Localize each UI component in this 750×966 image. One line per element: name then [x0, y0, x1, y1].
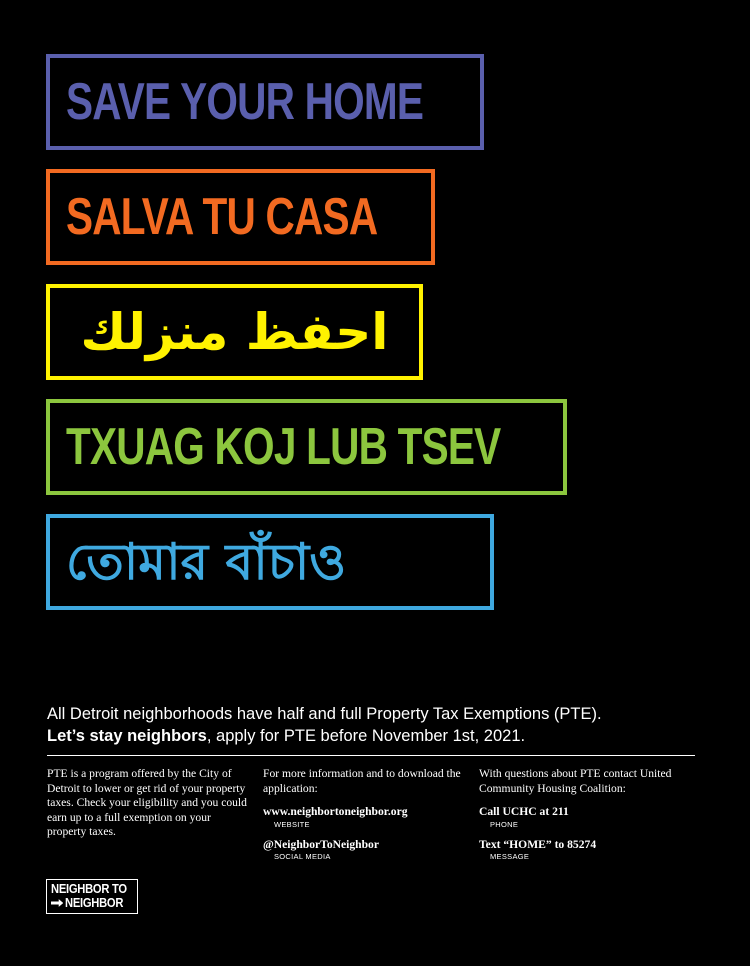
- message-caption: MESSAGE: [490, 852, 530, 861]
- headline-arabic-text: احفظ منزلك: [80, 303, 389, 361]
- headline-spanish-text: SALVA TU CASA: [66, 188, 378, 246]
- intro-text: [47, 703, 707, 747]
- headline-arabic: [46, 284, 423, 380]
- website-caption: WEBSITE: [274, 819, 310, 829]
- intro-line-1: All Detroit neighborhoods have half and full Property Tax Exemptions (PTE).: [47, 705, 602, 723]
- info-column-contact: [479, 767, 709, 861]
- program-description: PTE is a program offered by the City of Detroit to lower or get rid of your property taxes. Check your eligibility and you could earn up to a full exemption on your property taxes.: [47, 767, 247, 838]
- headline-english-text: SAVE YOUR HOME: [66, 73, 424, 131]
- neighbor-to-neighbor-logo: [46, 879, 138, 914]
- website-link[interactable]: www.neighbortoneighbor.org: [263, 805, 408, 818]
- more-info-intro: For more information and to download the application:: [263, 767, 461, 795]
- intro-line-2-rest: , apply for PTE before November 1st, 2021.: [206, 727, 526, 745]
- headline-english: [46, 54, 484, 150]
- headline-hmong-text: TXUAG KOJ LUB TSEV: [66, 418, 501, 476]
- contact-intro: With questions about PTE contact United Community Housing Coalition:: [479, 767, 672, 795]
- social-handle[interactable]: @NeighborToNeighbor: [263, 837, 379, 851]
- info-column-program: [47, 767, 247, 840]
- headline-bengali: [46, 514, 494, 610]
- phone-contact: Call UCHC at 211: [479, 805, 569, 818]
- headline-bengali-text: তোমার বাঁচাও: [66, 533, 347, 591]
- headline-hmong: [46, 399, 567, 495]
- headline-spanish: [46, 169, 435, 265]
- text-message-contact: Text “HOME” to 85274: [479, 837, 597, 851]
- social-caption: SOCIAL MEDIA: [274, 852, 331, 861]
- arrow-right-icon: [51, 898, 63, 908]
- intro-line-2: [47, 725, 707, 747]
- logo-line-1: NEIGHBOR TO: [51, 881, 127, 896]
- phone-caption: PHONE: [490, 819, 519, 829]
- intro-line-2-bold: Let’s stay neighbors: [47, 727, 207, 745]
- divider: [47, 755, 695, 756]
- logo-line-2: NEIGHBOR: [65, 895, 124, 910]
- info-column-more-info: [263, 767, 463, 861]
